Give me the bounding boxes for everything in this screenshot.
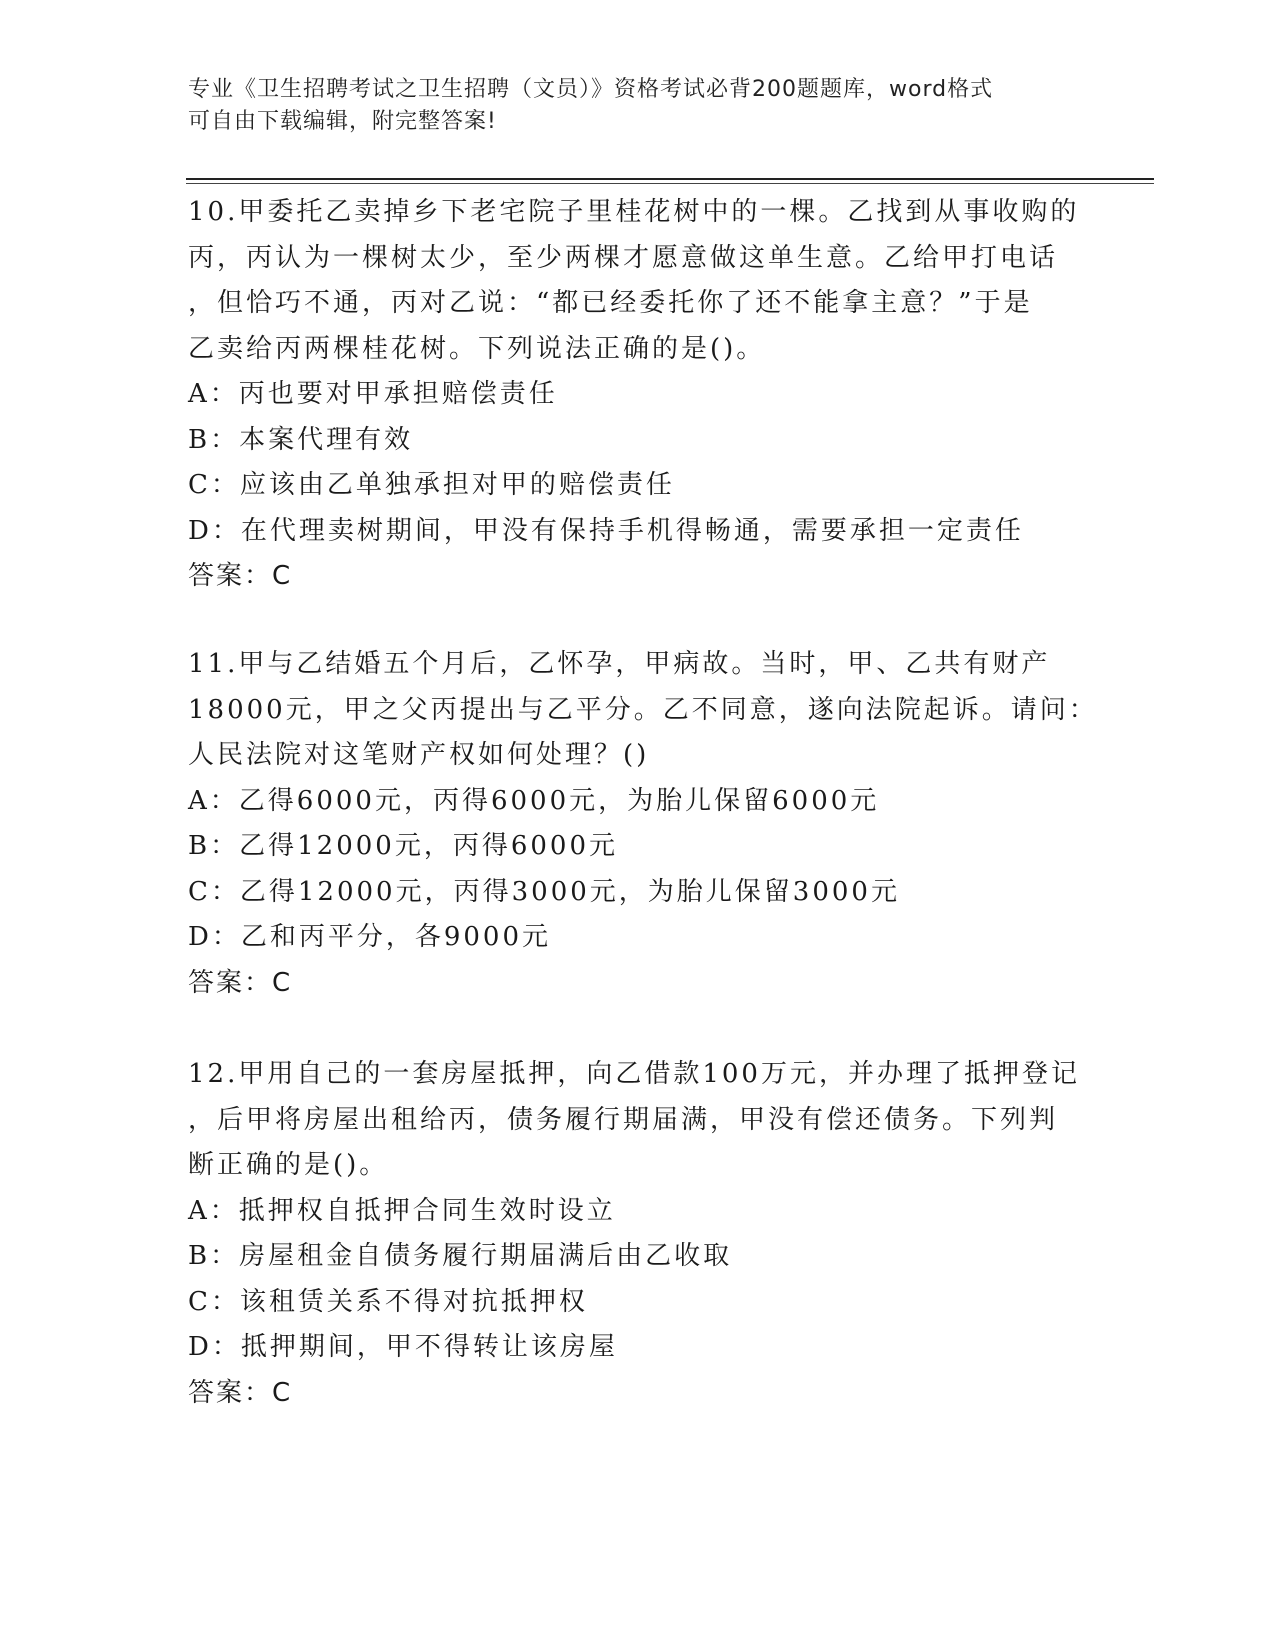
question-11: [188, 642, 1098, 1006]
option-c: C：乙得12000元，丙得3000元，为胎儿保留3000元: [188, 876, 900, 907]
option-c: C：该租赁关系不得对抗抵押权: [188, 1286, 588, 1317]
question-stem-line: 断正确的是()。: [188, 1150, 389, 1180]
answer-text: 答案：C: [188, 1377, 293, 1408]
option-d: D：在代理卖树期间，甲没有保持手机得畅通，需要承担一定责任: [188, 515, 1024, 546]
option-a: A：乙得6000元，丙得6000元，为胎儿保留6000元: [188, 785, 880, 816]
question-stem-line: 人民法院对这笔财产权如何处理？(): [188, 740, 650, 770]
header-line-2: 可自由下载编辑，附完整答案!: [188, 109, 497, 134]
question-stem-line: 12.甲用自己的一套房屋抵押，向乙借款100万元，并办理了抵押登记: [188, 1059, 1080, 1089]
question-stem-line: ，但恰巧不通，丙对乙说：“都已经委托你了还不能拿主意？”于是: [188, 288, 1033, 318]
answer-text: 答案：C: [188, 561, 293, 591]
header-line-1: 专业《卫生招聘考试之卫生招聘（文员）》资格考试必背200题题库，word格式: [188, 77, 994, 102]
option-b: B：房屋租金自债务履行期届满后由乙收取: [188, 1241, 733, 1271]
question-stem-line: 乙卖给丙两棵桂花树。下列说法正确的是()。: [188, 333, 766, 364]
option-d: D：乙和丙平分，各9000元: [188, 922, 552, 952]
option-a: A：抵押权自抵押合同生效时设立: [188, 1195, 616, 1226]
question-stem-line: 10.甲委托乙卖掉乡下老宅院子里桂花树中的一棵。乙找到从事收购的: [188, 197, 1080, 227]
option-a: A：丙也要对甲承担赔偿责任: [188, 379, 558, 409]
option-c: C：应该由乙单独承担对甲的赔偿责任: [188, 470, 675, 500]
question-10: [188, 190, 1088, 600]
question-stem-line: 丙，丙认为一棵树太少，至少两棵才愿意做这单生意。乙给甲打电话: [188, 242, 1059, 273]
question-stem-line: 18000元，甲之父丙提出与乙平分。乙不同意，遂向法院起诉。请问：: [188, 694, 1098, 725]
option-d: D：抵押期间，甲不得转让该房屋: [188, 1332, 618, 1362]
question-stem-line: ，后甲将房屋出租给丙，债务履行期届满，甲没有偿还债务。下列判: [188, 1104, 1059, 1135]
question-12: [188, 1052, 1088, 1416]
header-divider-thick: [186, 178, 1154, 180]
header-divider-thin: [186, 183, 1154, 184]
question-stem-line: 11.甲与乙结婚五个月后，乙怀孕，甲病故。当时，甲、乙共有财产: [188, 649, 1051, 679]
option-b: B：本案代理有效: [188, 424, 414, 455]
document-header: [188, 74, 1088, 138]
answer-text: 答案：C: [188, 967, 293, 998]
option-b: B：乙得12000元，丙得6000元: [188, 831, 618, 861]
